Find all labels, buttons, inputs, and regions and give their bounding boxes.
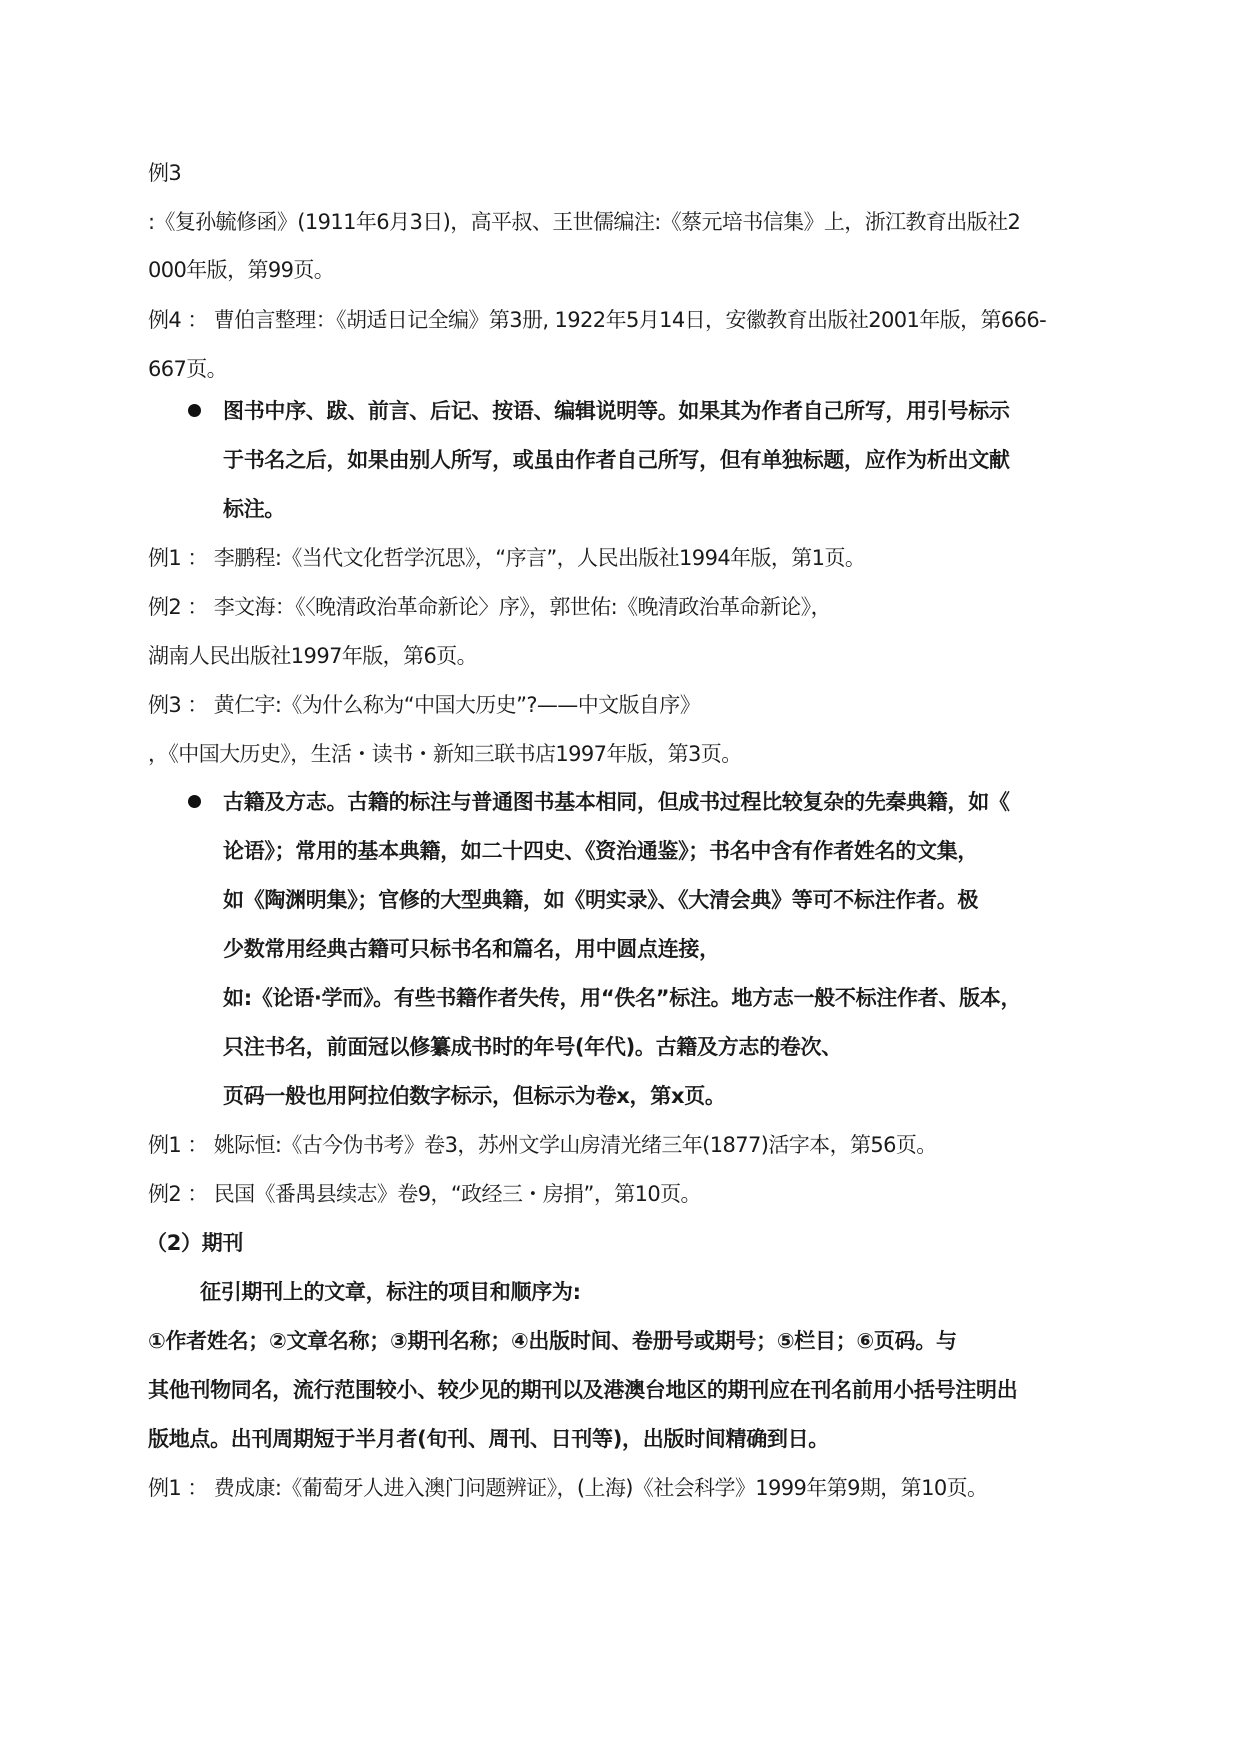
- citation-line: :《复孙毓修函》(1911年6月3日)，高平叔、王世儒编注:《蔡元培书信集》上，浙江教育出版社2: [148, 210, 1021, 234]
- citation-line: 例2 ： 民国《番禺县续志》卷9，“政经三・房捐”，第10页。: [148, 1182, 701, 1206]
- example-3-label: 例3: [148, 161, 182, 185]
- bullet-icon: [188, 795, 201, 808]
- rule-text: 如:《论语·学而》。有些书籍作者失传，用“佚名”标注。地方志一般不标注作者、版本，: [223, 986, 1022, 1010]
- citation-line: 例2 ： 李文海：《〈晚清政治革命新论〉序》，郭世佑:《晚清政治革命新论》，: [148, 595, 831, 619]
- rule-text: 少数常用经典古籍可只标书名和篇名，用中圆点连接，: [223, 937, 720, 961]
- citation-line: 667页。: [148, 357, 228, 381]
- citation-line: 例1 ： 费成康:《葡萄牙人进入澳门问题辨证》，(上海)《社会科学》1999年第9期，第10页。: [148, 1476, 988, 1500]
- citation-line: 例1 ： 姚际恒:《古今伪书考》卷3，苏州文学山房清光绪三年(1877)活字本，第56页。: [148, 1133, 937, 1157]
- rule-text: 标注。: [223, 497, 286, 521]
- rule-text: 其他刊物同名，流行范围较小、较少见的期刊以及港澳台地区的期刊应在刊名前用小括号注明出: [148, 1378, 1018, 1402]
- rule-text: 版地点。出刊周期短于半月者(旬刊、周刊、日刊等)，出版时间精确到日。: [148, 1427, 829, 1451]
- bullet-icon: [188, 404, 201, 417]
- section-intro: 征引期刊上的文章，标注的项目和顺序为:: [200, 1280, 581, 1304]
- rule-text: 只注书名，前面冠以修纂成书时的年号(年代)。古籍及方志的卷次、: [223, 1035, 842, 1059]
- rule-text: 于书名之后，如果由别人所写，或虽由作者自己所写，但有单独标题，应作为析出文献: [223, 448, 1010, 472]
- section-heading: （2）期刊: [146, 1231, 244, 1255]
- rule-text: 论语》；常用的基本典籍，如二十四史、《资治通鉴》；书名中含有作者姓名的文集，: [223, 839, 979, 863]
- citation-line: 例4 ： 曹伯言整理：《胡适日记全编》第3册, 1922年5月14日，安徽教育出版社2001年版，第666-: [148, 308, 1047, 332]
- rule-text: 页码一般也用阿拉伯数字标示，但标示为卷x，第x页。: [223, 1084, 726, 1108]
- rule-text: ①作者姓名；②文章名称；③期刊名称；④出版时间、卷册号或期号；⑤栏目；⑥页码。与: [148, 1329, 957, 1353]
- citation-line: 000年版，第99页。: [148, 258, 335, 282]
- rule-text: 如《陶渊明集》；官修的大型典籍，如《明实录》、《大清会典》等可不标注作者。极: [223, 888, 979, 912]
- rule-text: 古籍及方志。古籍的标注与普通图书基本相同，但成书过程比较复杂的先秦典籍，如《: [223, 790, 1010, 814]
- citation-line: 例3 ： 黄仁宇:《为什么称为“中国大历史”?——中文版自序》: [148, 693, 701, 717]
- citation-line: ，《中国大历史》，生活・读书・新知三联书店1997年版，第3页。: [148, 742, 742, 766]
- citation-line: 湖南人民出版社1997年版，第6页。: [148, 644, 478, 668]
- rule-text: 图书中序、跋、前言、后记、按语、编辑说明等。如果其为作者自己所写，用引号标示: [223, 399, 1010, 423]
- citation-line: 例1 ： 李鹏程:《当代文化哲学沉思》，“序言”，人民出版社1994年版，第1页。: [148, 546, 866, 570]
